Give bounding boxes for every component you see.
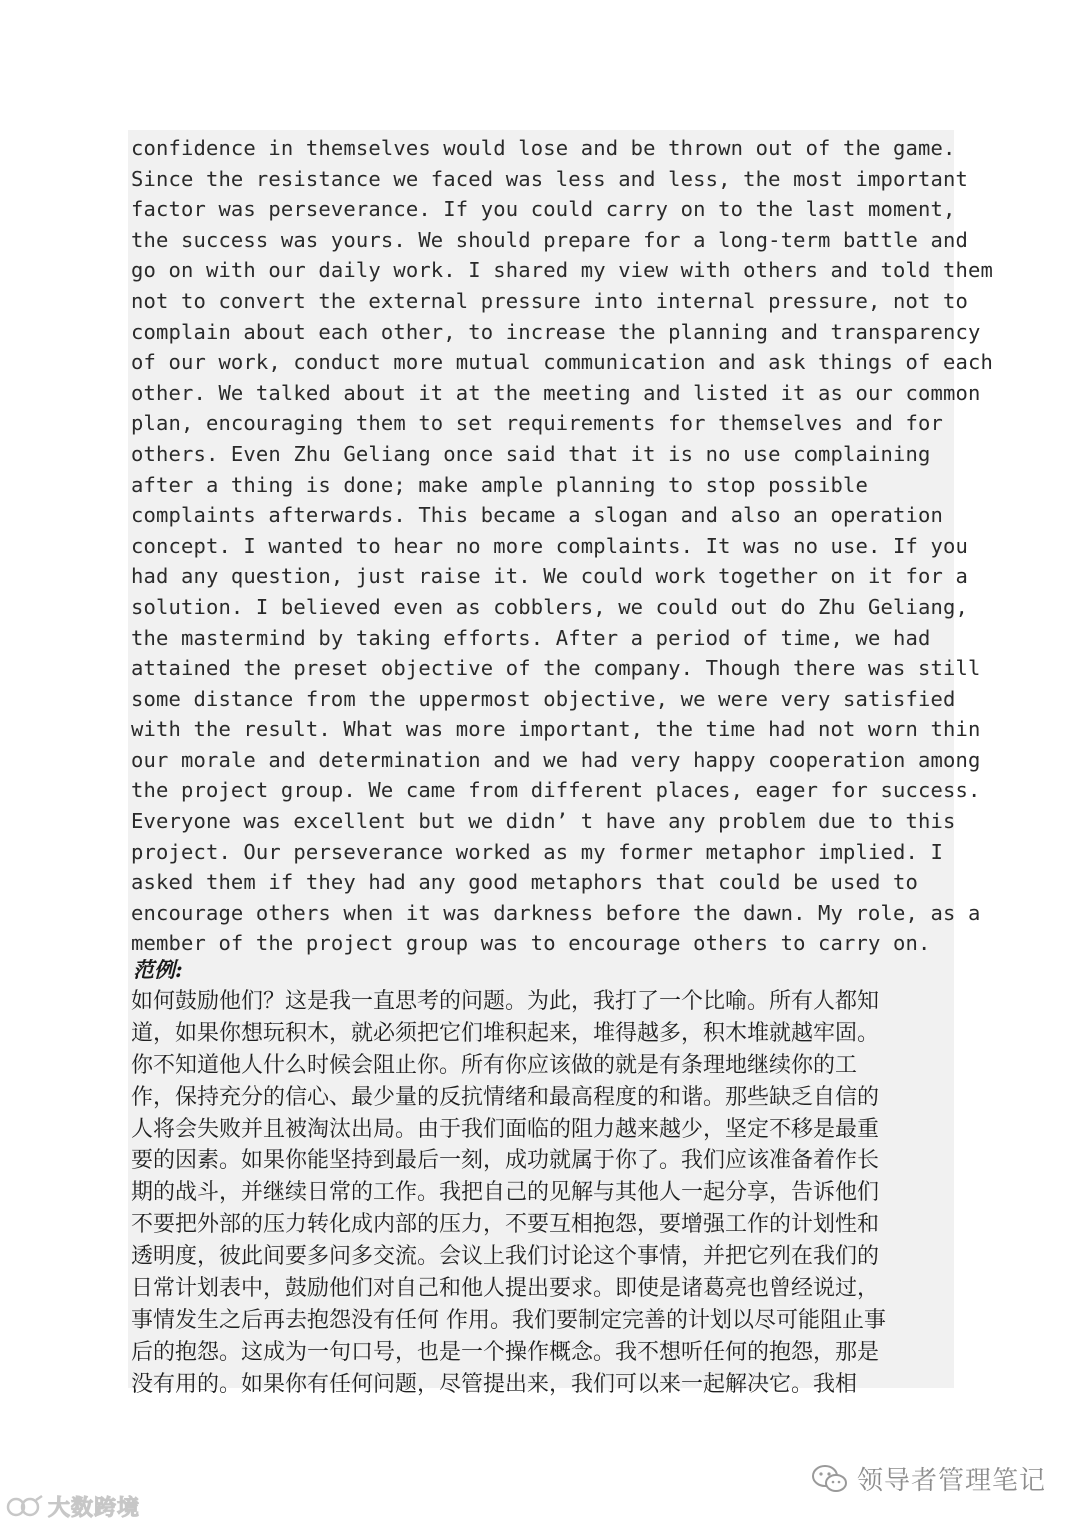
english-text-line: complain about each other, to increase the planning and transparency xyxy=(131,319,981,344)
chinese-text-line: 期的战斗，并继续日常的工作。我把自己的见解与其他人一起分享，告诉他们 xyxy=(131,1180,880,1206)
english-text-line: the success was yours. We should prepare for a long-term battle and xyxy=(131,227,968,252)
chinese-text-line: 如何鼓励他们？这是我一直思考的问题。为此，我打了一个比喻。所有人都知 xyxy=(131,989,880,1014)
english-text-line: plan, encouraging them to set requirements for themselves and for xyxy=(131,411,943,436)
dashuju-logo-icon xyxy=(6,1494,44,1520)
english-text-line: the mastermind by taking efforts. After a period of time, we had xyxy=(131,625,931,650)
english-text-line: some distance from the uppermost objective, we were very satisfied xyxy=(131,686,956,711)
english-text-line: with the result. What was more important, the time had not worn thin xyxy=(131,717,981,742)
chinese-text-line: 作，保持充分的信心、最少量的反抗情绪和最高程度的和谐。那些缺乏自信的 xyxy=(131,1084,880,1110)
english-text-line: factor was perseverance. If you could carry on to the last moment, xyxy=(131,197,956,222)
watermark-left-text: 大数跨境 xyxy=(48,1496,141,1521)
wechat-icon xyxy=(811,1464,849,1494)
english-text-line: confidence in themselves would lose and be thrown out of the game. xyxy=(131,136,956,160)
english-text-line: after a thing is done; make ample planning to stop possible xyxy=(131,472,869,497)
english-text-line: the project group. We came from different places, eager for success. xyxy=(131,778,981,803)
english-text-line: project. Our perseverance worked as my former metaphor implied. I xyxy=(131,839,943,864)
chinese-text-line: 人将会失败并且被淘汰出局。由于我们面临的阻力越来越少，坚定不移是最重 xyxy=(131,1116,880,1142)
chinese-text-line: 透明度，彼此间要多问多交流。会议上我们讨论这个事情，并把它列在我们的 xyxy=(131,1244,880,1270)
english-text-line: attained the preset objective of the company. Though there was still xyxy=(131,656,981,681)
english-text-line: asked them if they had any good metaphors that could be used to xyxy=(131,870,918,895)
english-text-line: member of the project group was to encourage others to carry on. xyxy=(131,931,931,956)
chinese-text-line: 不要把外部的压力转化成内部的压力，不要互相抱怨，要增强工作的计划性和 xyxy=(131,1212,880,1238)
english-text-line: go on with our daily work. I shared my view with others and told them xyxy=(131,258,993,283)
english-text-line: complaints afterwards. This became a slogan and also an operation xyxy=(131,503,943,528)
english-text-line: Since the resistance we faced was less and less, the most important xyxy=(131,166,968,191)
english-text-line: others. Even Zhu Geliang once said that it is no use complaining xyxy=(131,441,931,466)
chinese-text-line: 要的因素。如果你能坚持到最后一刻，成功就属于你了。我们应该准备着作长 xyxy=(131,1148,880,1174)
english-text-line: other. We talked about it at the meeting and listed it as our common xyxy=(131,380,981,405)
chinese-text-line: 道，如果你想玩积木，就必须把它们堆积起来，堆得越多，积木堆就越牢固。 xyxy=(131,1020,880,1046)
watermark-right xyxy=(811,1460,1046,1497)
chinese-text-line: 日常计划表中，鼓励他们对自己和他人提出要求。即使是诸葛亮也曾经说过， xyxy=(131,1276,880,1302)
watermark-left xyxy=(6,1491,140,1522)
english-text-line: concept. I wanted to hear no more complaints. It was no use. If you xyxy=(131,533,968,558)
chinese-text-line: 后的抱怨。这成为一句口号，也是一个操作概念。我不想听任何的抱怨，那是 xyxy=(131,1339,880,1365)
english-text-line: encourage others when it was darkness before the dawn. My role, as a xyxy=(131,900,981,925)
english-text-line: of our work, conduct more mutual communication and ask things of each xyxy=(131,350,993,375)
chinese-text-line: 你不知道他人什么时候会阻止你。所有你应该做的就是有条理地继续你的工 xyxy=(131,1052,858,1078)
english-text-line: solution. I believed even as cobblers, we could out do Zhu Geliang, xyxy=(131,594,968,619)
example-heading: 范例: xyxy=(133,957,183,982)
chinese-text-line: 事情发生之后再去抱怨没有任何 作用。我们要制定完善的计划以尽可能阻止事 xyxy=(131,1307,886,1333)
english-text-line: not to convert the external pressure into internal pressure, not to xyxy=(131,288,968,313)
chinese-paragraph xyxy=(131,986,961,1401)
chinese-text-line: 没有用的。如果你有任何问题，尽管提出来，我们可以来一起解决它。我相 xyxy=(131,1371,858,1397)
english-text-line: our morale and determination and we had very happy cooperation among xyxy=(131,747,981,772)
english-paragraph xyxy=(131,133,993,959)
watermark-right-text: 领导者管理笔记 xyxy=(856,1466,1046,1496)
english-text-line: Everyone was excellent but we didn’ t have any problem due to this xyxy=(131,809,956,834)
english-text-line: had any question, just raise it. We could work together on it for a xyxy=(131,564,968,589)
